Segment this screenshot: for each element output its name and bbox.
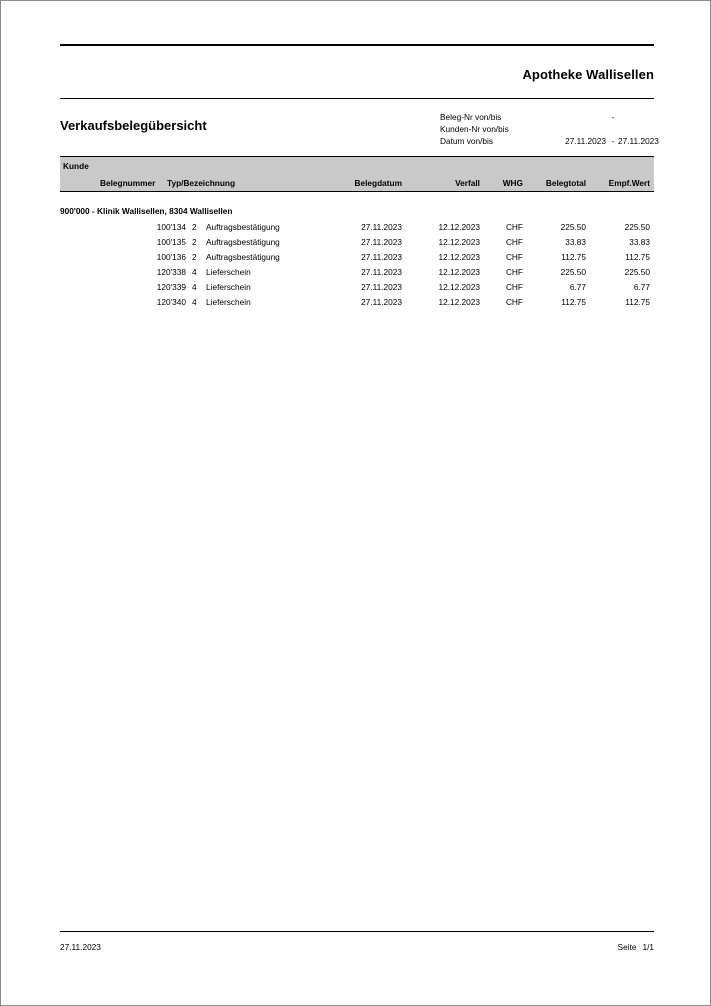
- cell-typ-nummer: 4: [192, 282, 197, 292]
- filter-row-belegnr: [440, 111, 654, 123]
- table-row: [60, 282, 654, 295]
- page-content: [60, 1, 659, 1006]
- page-title: Verkaufsbelegübersicht: [60, 118, 207, 133]
- cell-belegnummer: 120'338: [156, 267, 186, 277]
- cell-typ-nummer: 2: [192, 252, 197, 262]
- table-row: [60, 252, 654, 265]
- column-header-typ: Typ/Bezeichnung: [167, 178, 236, 188]
- cell-whg: CHF: [505, 267, 523, 277]
- filter-sep-belegnr: -: [611, 112, 615, 122]
- cell-belegdatum: 27.11.2023: [361, 297, 402, 307]
- cell-typ-bezeichnung: Auftragsbestätigung: [206, 252, 280, 262]
- cell-typ-bezeichnung: Lieferschein: [206, 282, 251, 292]
- cell-empfwert: 225.50: [624, 267, 650, 277]
- filter-label-belegnr: Beleg-Nr von/bis: [440, 112, 502, 122]
- column-header-verfall: Verfall: [455, 178, 480, 188]
- cell-belegtotal: 33.83: [565, 237, 586, 247]
- group-title: 900'000 - Klinik Wallisellen, 8304 Wallisellen: [60, 206, 233, 216]
- cell-belegnummer: 120'340: [156, 297, 186, 307]
- cell-empfwert: 112.75: [625, 297, 650, 307]
- cell-empfwert: 112.75: [625, 252, 650, 262]
- cell-belegtotal: 225.50: [560, 222, 586, 232]
- footer-page-value: 1/1: [642, 942, 654, 952]
- company-name: Apotheke Wallisellen: [522, 67, 654, 82]
- cell-belegnummer: 100'134: [156, 222, 186, 232]
- cell-belegdatum: 27.11.2023: [361, 252, 402, 262]
- filter-row-kundennr: [440, 123, 654, 135]
- filter-to-datum: 27.11.2023: [618, 136, 659, 146]
- cell-whg: CHF: [505, 252, 523, 262]
- cell-belegdatum: 27.11.2023: [361, 282, 402, 292]
- footer-pagination: [618, 942, 654, 952]
- cell-belegnummer: 100'135: [156, 237, 186, 247]
- column-header-empfwert: Empf.Wert: [608, 178, 650, 188]
- cell-verfall: 12.12.2023: [438, 237, 480, 247]
- cell-whg: CHF: [505, 282, 523, 292]
- cell-verfall: 12.12.2023: [438, 252, 480, 262]
- cell-typ-bezeichnung: Auftragsbestätigung: [206, 237, 280, 247]
- cell-whg: CHF: [505, 222, 523, 232]
- footer-date: 27.11.2023: [60, 942, 101, 952]
- cell-whg: CHF: [505, 237, 523, 247]
- table-header: [60, 156, 654, 192]
- column-header-belegnummer: Belegnummer: [100, 178, 156, 188]
- cell-typ-nummer: 4: [192, 267, 197, 277]
- cell-typ-bezeichnung: Lieferschein: [206, 267, 251, 277]
- header-top-rule: [60, 44, 654, 46]
- cell-belegtotal: 112.75: [561, 297, 586, 307]
- cell-belegtotal: 225.50: [560, 267, 586, 277]
- cell-whg: CHF: [505, 297, 523, 307]
- filter-row-datum: [440, 135, 659, 147]
- cell-belegtotal: 6.77: [569, 282, 586, 292]
- column-header-belegdatum: Belegdatum: [354, 178, 402, 188]
- filter-summary: [440, 111, 659, 147]
- header-bottom-rule: [60, 98, 654, 99]
- cell-typ-nummer: 2: [192, 222, 197, 232]
- cell-verfall: 12.12.2023: [438, 297, 480, 307]
- cell-typ-nummer: 2: [192, 237, 197, 247]
- cell-empfwert: 225.50: [624, 222, 650, 232]
- cell-typ-bezeichnung: Auftragsbestätigung: [206, 222, 280, 232]
- cell-belegdatum: 27.11.2023: [361, 222, 402, 232]
- filter-from-datum: 27.11.2023: [565, 136, 606, 146]
- cell-belegtotal: 112.75: [561, 252, 586, 262]
- cell-empfwert: 6.77: [633, 282, 650, 292]
- filter-label-kundennr: Kunden-Nr von/bis: [440, 124, 509, 134]
- cell-verfall: 12.12.2023: [438, 222, 480, 232]
- footer-page-label: Seite: [617, 942, 637, 952]
- filter-sep-datum: -: [611, 136, 615, 146]
- cell-empfwert: 33.83: [629, 237, 650, 247]
- table-row: [60, 237, 654, 250]
- cell-typ-nummer: 4: [192, 297, 197, 307]
- footer-rule: [60, 931, 654, 932]
- cell-typ-bezeichnung: Lieferschein: [206, 297, 251, 307]
- cell-belegnummer: 120'339: [156, 282, 186, 292]
- table-row: [60, 267, 654, 280]
- cell-verfall: 12.12.2023: [438, 282, 480, 292]
- cell-belegdatum: 27.11.2023: [361, 237, 402, 247]
- table-row: [60, 297, 654, 310]
- table-row: [60, 222, 654, 235]
- cell-belegdatum: 27.11.2023: [361, 267, 402, 277]
- column-header-kunde: Kunde: [63, 161, 89, 171]
- column-header-belegtotal: Belegtotal: [545, 178, 586, 188]
- cell-belegnummer: 100'136: [156, 252, 186, 262]
- filter-label-datum: Datum von/bis: [440, 136, 494, 146]
- cell-verfall: 12.12.2023: [438, 267, 480, 277]
- column-header-whg: WHG: [502, 178, 523, 188]
